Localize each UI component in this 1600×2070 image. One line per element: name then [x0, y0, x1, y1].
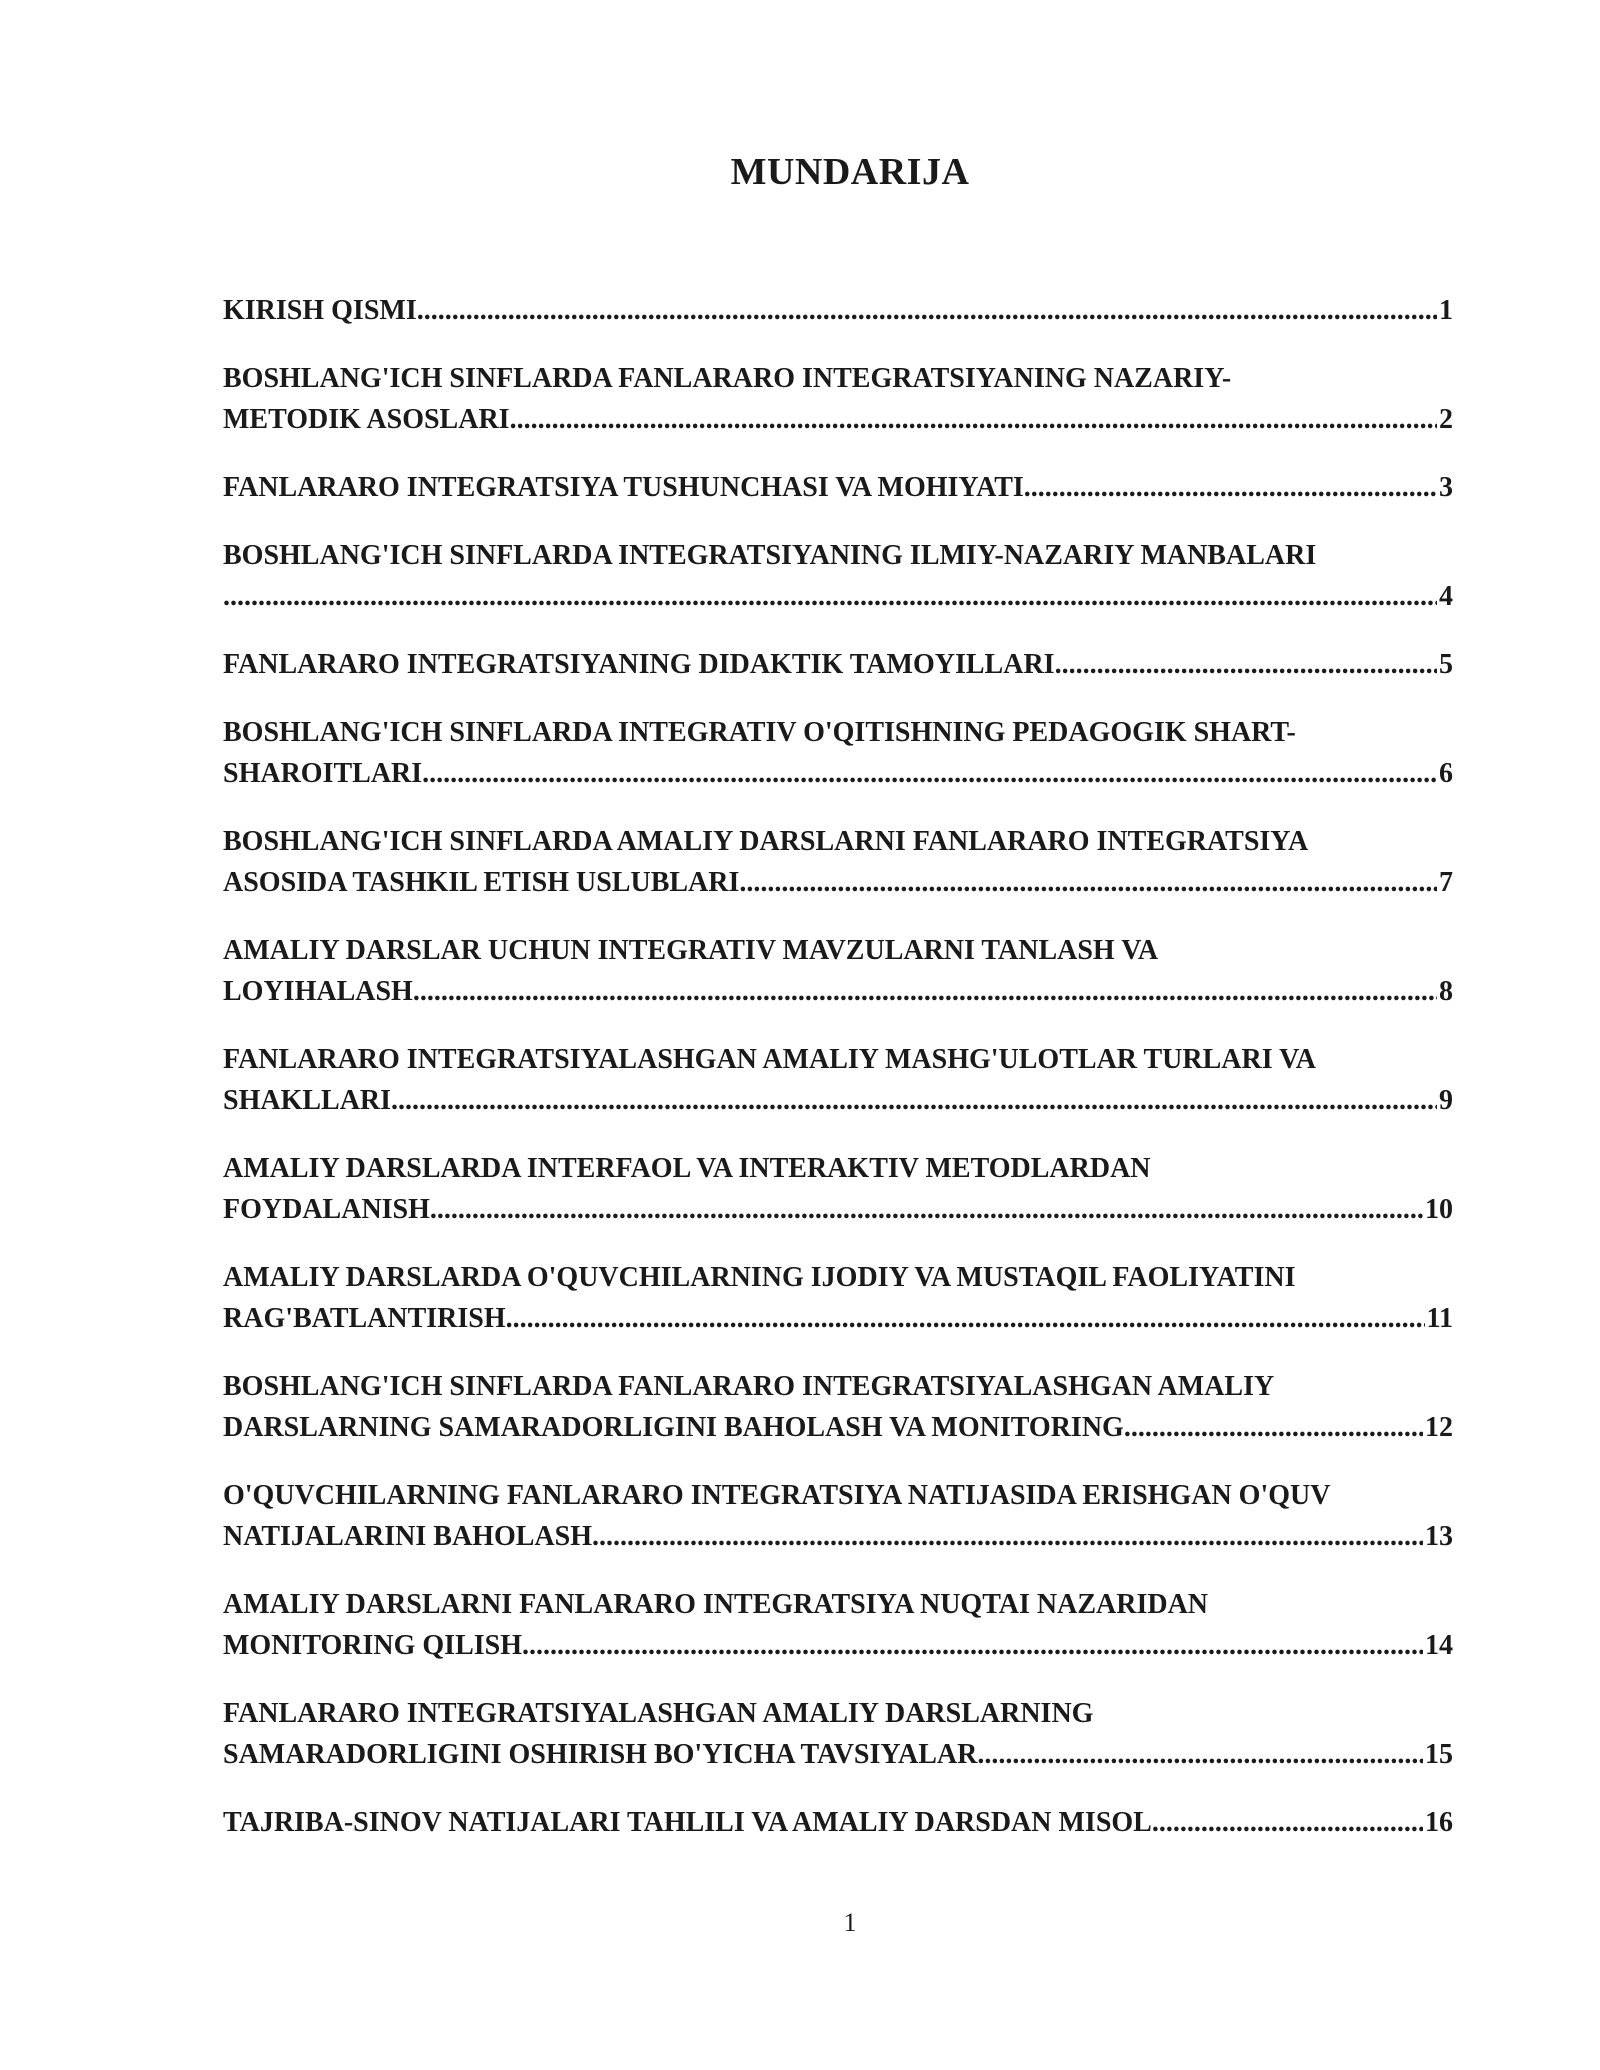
toc-entry-title-line1: FANLARARO INTEGRATSIYALASHGAN AMALIY DARSLARNING	[223, 1698, 1094, 1729]
toc-entry[interactable]	[223, 1148, 1453, 1230]
toc-entry[interactable]	[223, 821, 1453, 903]
dot-leader	[422, 753, 1437, 794]
dot-leader	[391, 1080, 1437, 1121]
toc-entry-page-number: 10	[1425, 1194, 1453, 1225]
toc-entry-page-number: 13	[1425, 1521, 1453, 1552]
toc-entry-page-number: 8	[1439, 976, 1453, 1007]
dot-leader	[510, 399, 1437, 440]
toc-entry-title-line1: AMALIY DARSLAR UCHUN INTEGRATIV MAVZULARNI TANLASH VA	[223, 935, 1159, 966]
toc-entry[interactable]	[223, 1584, 1453, 1666]
toc-entry-last-line	[223, 1516, 1453, 1557]
toc-entry[interactable]	[223, 1693, 1453, 1775]
dot-leader	[977, 1734, 1423, 1775]
toc-entry-title-line2: ASOSIDA TASHKIL ETISH USLUBLARI	[223, 867, 740, 898]
dot-leader	[417, 290, 1437, 331]
toc-entry-page-number: 16	[1425, 1807, 1453, 1838]
dot-leader	[592, 1516, 1423, 1557]
toc-entry-page-number: 4	[1439, 581, 1453, 612]
toc-entry-title-line2: MONITORING QILISH	[223, 1630, 522, 1661]
toc-entry[interactable]	[223, 1039, 1453, 1121]
toc-entry-last-line	[223, 399, 1453, 440]
toc-entry-page-number: 14	[1425, 1630, 1453, 1661]
toc-entry-last-line	[223, 576, 1453, 617]
toc-entry-page-number: 9	[1439, 1085, 1453, 1116]
dot-leader	[1024, 467, 1437, 508]
toc-entry-title-line2: TAJRIBA-SINOV NATIJALARI TAHLILI VA AMALIY DARSDAN MISOL	[223, 1807, 1152, 1838]
toc-entry-title-line1: AMALIY DARSLARDA O'QUVCHILARNING IJODIY VA MUSTAQIL FAOLIYATINI	[223, 1262, 1296, 1293]
toc-entry-last-line	[223, 644, 1453, 685]
dot-leader	[1124, 1407, 1423, 1448]
toc-entry-title-line1: AMALIY DARSLARNI FANLARARO INTEGRATSIYA NUQTAI NAZARIDAN	[223, 1589, 1209, 1620]
toc-entry-title-line2: SAMARADORLIGINI OSHIRISH BO'YICHA TAVSIYALAR	[223, 1739, 978, 1770]
page-number: 1	[843, 1908, 857, 1937]
toc-entry[interactable]	[223, 1802, 1453, 1843]
toc-entry-last-line	[223, 753, 1453, 794]
toc-entry-title-line2: FANLARARO INTEGRATSIYA TUSHUNCHASI VA MOHIYATI	[223, 472, 1024, 503]
toc-entry-title-line2: DARSLARNING SAMARADORLIGINI BAHOLASH VA MONITORING	[223, 1412, 1124, 1443]
toc-entry-page-number: 5	[1439, 649, 1453, 680]
toc-entry-title-line1: O'QUVCHILARNING FANLARARO INTEGRATSIYA NATIJASIDA ERISHGAN O'QUV	[223, 1480, 1331, 1511]
toc-entry-last-line	[223, 1802, 1453, 1843]
toc-entry-page-number: 15	[1425, 1739, 1453, 1770]
dot-leader	[1152, 1802, 1423, 1843]
toc-entry[interactable]	[223, 535, 1453, 617]
toc-entry-page-number: 6	[1439, 758, 1453, 789]
toc-entry-page-number: 7	[1439, 867, 1453, 898]
toc-entry[interactable]	[223, 930, 1453, 1012]
toc-entry-last-line	[223, 290, 1453, 331]
toc-entry-title-line2: SHAKLLARI	[223, 1085, 392, 1116]
dot-leader	[223, 576, 1437, 617]
toc-entry-title-line2: METODIK ASOSLARI	[223, 404, 510, 435]
toc-entry-title-line1: BOSHLANG'ICH SINFLARDA INTEGRATIV O'QITISHNING PEDAGOGIK SHART-	[223, 717, 1296, 748]
toc-entry-last-line	[223, 862, 1453, 903]
toc-entry-title-line1: FANLARARO INTEGRATSIYALASHGAN AMALIY MASHG'ULOTLAR TURLARI VA	[223, 1044, 1316, 1075]
toc-entry-page-number: 1	[1439, 295, 1453, 326]
dot-leader	[413, 971, 1437, 1012]
toc-entry[interactable]	[223, 712, 1453, 794]
toc-entry-last-line	[223, 1080, 1453, 1121]
dot-leader	[522, 1625, 1423, 1666]
toc-entry-title-line2: KIRISH QISMI	[223, 295, 417, 326]
toc-entry-last-line	[223, 1298, 1453, 1339]
toc-entry-title-line1: BOSHLANG'ICH SINFLARDA AMALIY DARSLARNI FANLARARO INTEGRATSIYA	[223, 826, 1309, 857]
toc-entry-page-number: 11	[1426, 1303, 1453, 1334]
toc-entry-title-line1: AMALIY DARSLARDA INTERFAOL VA INTERAKTIV METODLARDAN	[223, 1153, 1151, 1184]
table-of-contents	[223, 290, 1453, 1843]
dot-leader	[506, 1298, 1425, 1339]
toc-entry-title-line1: BOSHLANG'ICH SINFLARDA INTEGRATSIYANING ILMIY-NAZARIY MANBALARI	[223, 540, 1317, 571]
toc-entry-title-line2: FANLARARO INTEGRATSIYANING DIDAKTIK TAMOYILLARI	[223, 649, 1055, 680]
toc-entry-last-line	[223, 1189, 1453, 1230]
dot-leader	[739, 862, 1437, 903]
toc-entry-page-number: 2	[1439, 404, 1453, 435]
dot-leader	[1055, 644, 1437, 685]
toc-entry-last-line	[223, 1625, 1453, 1666]
toc-entry-page-number: 12	[1425, 1412, 1453, 1443]
toc-entry-last-line	[223, 1407, 1453, 1448]
toc-entry[interactable]	[223, 358, 1453, 440]
toc-entry-title-line1: BOSHLANG'ICH SINFLARDA FANLARARO INTEGRATSIYANING NAZARIY-	[223, 363, 1232, 394]
toc-entry-last-line	[223, 467, 1453, 508]
toc-entry[interactable]	[223, 467, 1453, 508]
toc-entry-title-line1: BOSHLANG'ICH SINFLARDA FANLARARO INTEGRATSIYALASHGAN AMALIY	[223, 1371, 1275, 1402]
toc-entry[interactable]	[223, 1366, 1453, 1448]
toc-entry[interactable]	[223, 1475, 1453, 1557]
toc-entry[interactable]	[223, 290, 1453, 331]
toc-entry-title-line2: NATIJALARINI BAHOLASH	[223, 1521, 592, 1552]
toc-entry-last-line	[223, 971, 1453, 1012]
toc-entry-last-line	[223, 1734, 1453, 1775]
toc-entry-title-line2: LOYIHALASH	[223, 976, 413, 1007]
toc-entry-page-number: 3	[1439, 472, 1453, 503]
toc-entry[interactable]	[223, 644, 1453, 685]
toc-entry-title-line2: RAG'BATLANTIRISH	[223, 1303, 506, 1334]
toc-entry-title-line2: FOYDALANISH	[223, 1194, 430, 1225]
toc-entry[interactable]	[223, 1257, 1453, 1339]
toc-entry-title-line2: SHAROITLARI	[223, 758, 423, 789]
page-title: MUNDARIJA	[730, 151, 970, 193]
dot-leader	[430, 1189, 1423, 1230]
